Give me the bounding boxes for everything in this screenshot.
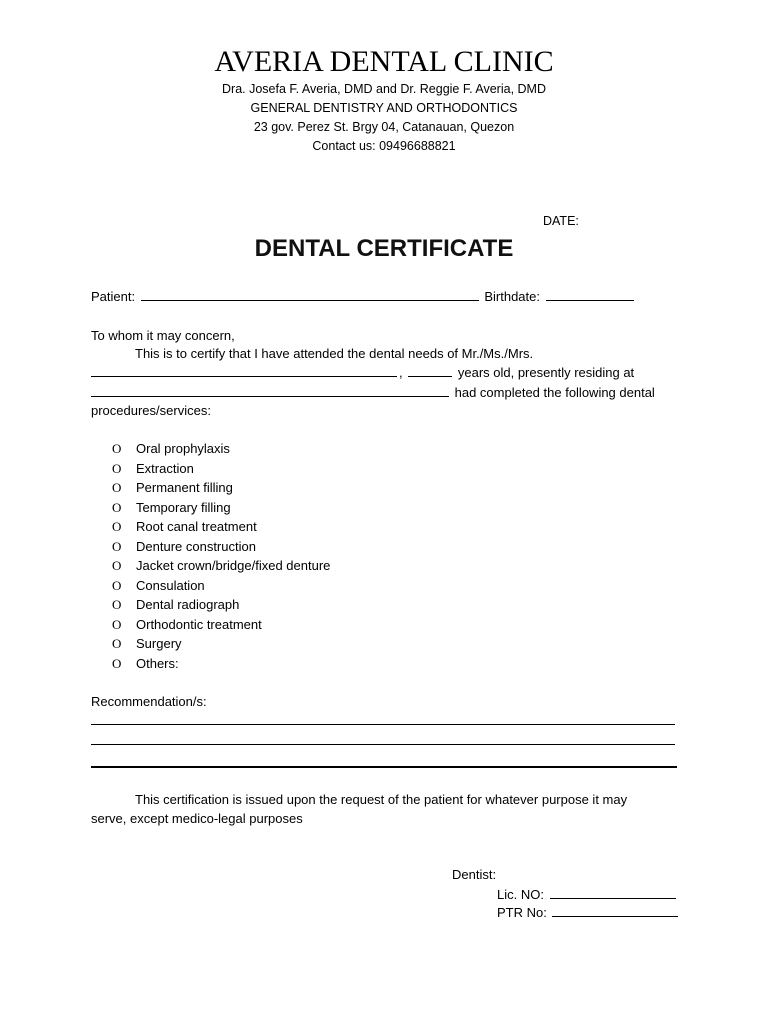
- service-item: [112, 479, 233, 497]
- service-label: Denture construction: [136, 538, 256, 554]
- ptr-blank[interactable]: [552, 904, 678, 917]
- service-label: Oral prophylaxis: [136, 441, 230, 456]
- service-label: Extraction: [136, 460, 194, 476]
- issuance-line-1: This certification is issued upon the request of the patient for whatever purpose it may: [135, 792, 628, 807]
- birthdate-label: Birthdate:: [484, 289, 540, 304]
- address-row: [91, 384, 655, 401]
- service-item: [112, 538, 256, 556]
- ptr-label: PTR No:: [497, 905, 547, 920]
- recommendation-line-2[interactable]: [91, 744, 675, 745]
- service-item: [112, 460, 194, 478]
- lic-label: Lic. NO:: [497, 887, 544, 902]
- completed-text: had completed the following dental: [454, 385, 655, 400]
- age-blank[interactable]: [408, 364, 452, 377]
- lic-row: [497, 886, 678, 903]
- service-bullet-icon[interactable]: O: [112, 655, 122, 671]
- service-item: [112, 440, 230, 458]
- patient-fullname-blank[interactable]: [91, 364, 397, 377]
- birthdate-blank[interactable]: [546, 288, 634, 301]
- service-bullet-icon[interactable]: O: [112, 616, 122, 632]
- service-bullet-icon[interactable]: O: [112, 460, 122, 476]
- clinic-name: AVERIA DENTAL CLINIC: [214, 45, 554, 78]
- service-item: [112, 557, 330, 575]
- specialty-line: GENERAL DENTISTRY AND ORTHODONTICS: [250, 101, 518, 115]
- service-item: [112, 577, 205, 595]
- ptr-row: [497, 904, 680, 921]
- service-item: [112, 616, 262, 634]
- service-bullet-icon[interactable]: O: [112, 636, 122, 651]
- service-bullet-icon[interactable]: O: [112, 441, 122, 456]
- service-item: [112, 499, 231, 517]
- age-text: years old, presently residing at: [457, 365, 635, 380]
- contact-line: Contact us: 09496688821: [312, 139, 456, 153]
- service-label: Temporary filling: [136, 499, 231, 515]
- service-label: Root canal treatment: [136, 519, 257, 534]
- issuance-line-2: serve, except medico-legal purposes: [91, 811, 303, 826]
- service-label: Permanent filling: [136, 480, 233, 495]
- salutation: To whom it may concern,: [91, 328, 235, 343]
- address-line: 23 gov. Perez St. Brgy 04, Catanauan, Quezon: [253, 120, 515, 134]
- recommendation-line-3[interactable]: [91, 766, 677, 768]
- service-label: Others:: [136, 655, 179, 671]
- lic-blank[interactable]: [550, 886, 676, 899]
- patient-row: [91, 288, 636, 305]
- service-bullet-icon[interactable]: O: [112, 499, 122, 515]
- patient-name-blank[interactable]: [141, 288, 479, 301]
- service-label: Dental radiograph: [136, 597, 240, 612]
- service-item: [112, 655, 179, 673]
- service-item: [112, 596, 239, 614]
- service-item: [112, 518, 257, 536]
- recommendation-line-1[interactable]: [91, 724, 675, 725]
- patient-label: Patient:: [91, 289, 136, 304]
- service-label: Surgery: [136, 636, 182, 651]
- certify-line: This is to certify that I have attended the dental needs of Mr./Ms./Mrs.: [135, 346, 534, 361]
- dentist-label: Dentist:: [452, 867, 497, 882]
- service-bullet-icon[interactable]: O: [112, 480, 122, 495]
- doctors-line: Dra. Josefa F. Averia, DMD and Dr. Reggie F. Averia, DMD: [222, 82, 546, 96]
- service-item: [112, 635, 182, 653]
- service-bullet-icon[interactable]: O: [112, 558, 122, 573]
- certificate-title: DENTAL CERTIFICATE: [254, 235, 514, 262]
- patient-age-row: , years old, presently residing at: [91, 364, 634, 381]
- date-label: DATE:: [543, 214, 579, 228]
- service-bullet-icon[interactable]: O: [112, 597, 122, 612]
- service-bullet-icon[interactable]: O: [112, 519, 122, 534]
- residence-blank[interactable]: [91, 384, 449, 397]
- procedures-label: procedures/services:: [91, 403, 211, 418]
- recommendation-label: Recommendation/s:: [91, 694, 207, 709]
- service-label: Orthodontic treatment: [136, 616, 262, 632]
- service-bullet-icon[interactable]: O: [112, 538, 122, 554]
- service-label: Consulation: [136, 577, 205, 593]
- service-label: Jacket crown/bridge/fixed denture: [136, 558, 331, 573]
- service-bullet-icon[interactable]: O: [112, 577, 122, 593]
